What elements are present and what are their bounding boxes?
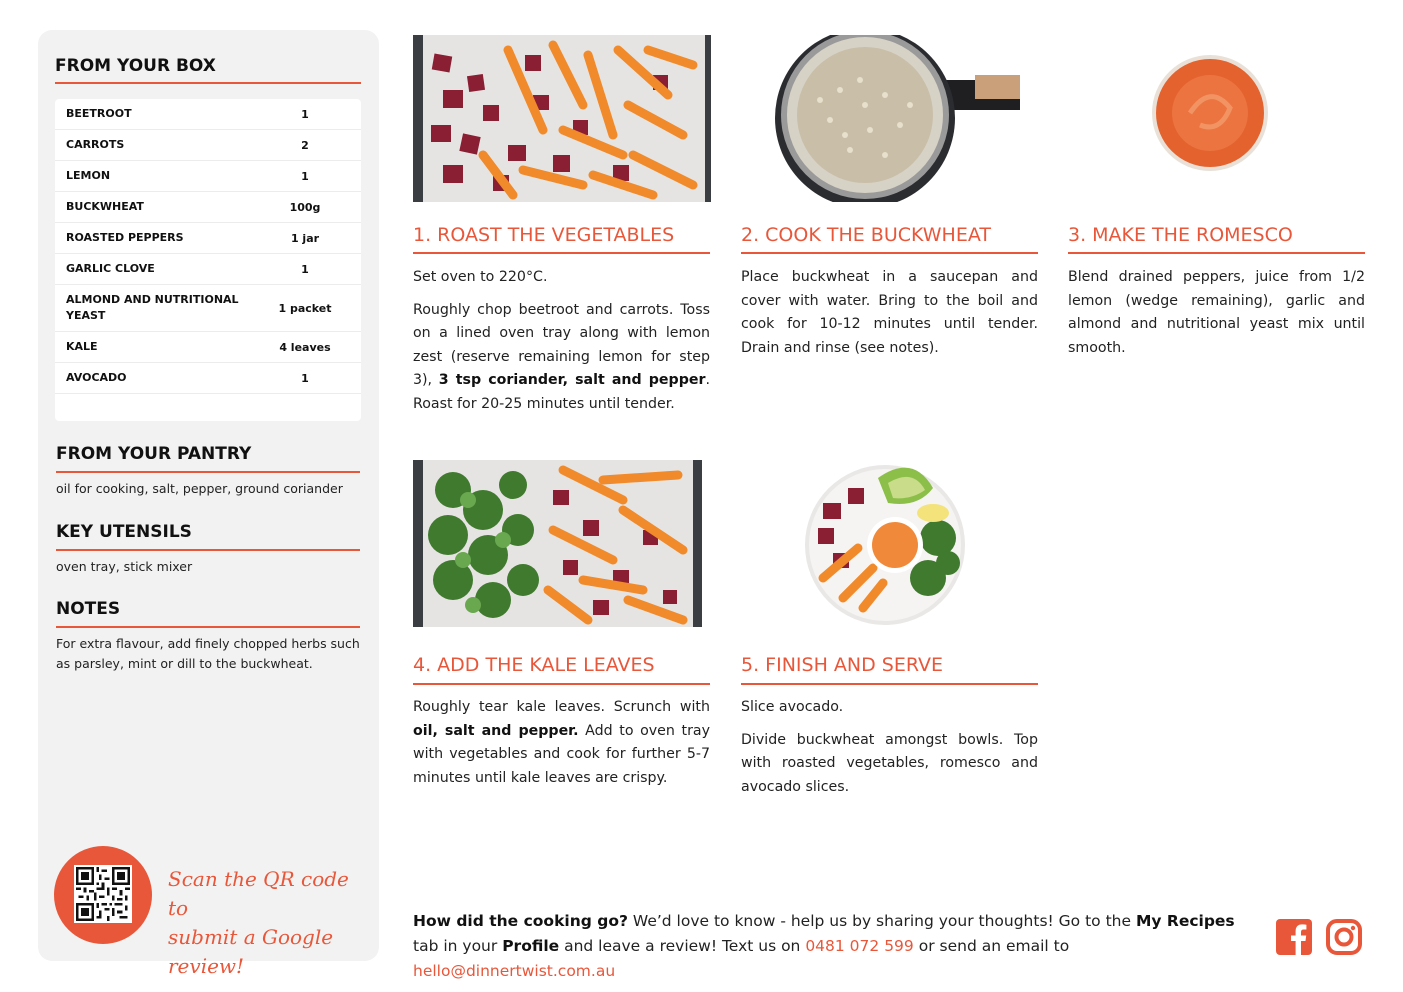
ingredient-name: KALE: [66, 340, 98, 353]
ingredient-name: ROASTED PEPPERS: [66, 231, 184, 244]
ingredient-qty: 100g: [289, 200, 321, 214]
qr-badge[interactable]: [54, 846, 152, 944]
my-recipes-link[interactable]: My Recipes: [1135, 912, 1235, 930]
step3-p1: Blend drained peppers, juice from 1/2 lemon (wedge remaining), garlic and almond and nutritional yeast mix until smooth.: [1068, 269, 1365, 356]
footer-text-4: or send an email to: [913, 937, 1070, 955]
box-title: FROM YOUR BOX: [55, 56, 216, 76]
ingredient-qty: 1 packet: [278, 301, 332, 315]
utensils-title: KEY UTENSILS: [56, 522, 192, 542]
ingredient-name: BEETROOT: [66, 107, 132, 120]
table-row: [55, 99, 361, 130]
step1-p2-text: Roughly chop beetroot and carrots. Toss on a lined oven tray along with lemon zest (reserve remaining lemon for step 3),: [413, 301, 710, 388]
step5-photo: [803, 458, 973, 628]
step1-title: 1. ROAST THE VEGETABLES: [413, 224, 675, 246]
review-footer: [413, 909, 1263, 984]
step4-p1: [413, 696, 710, 790]
footer-text-2: tab in your: [413, 937, 503, 955]
step4-title: 4. ADD THE KALE LEAVES: [413, 654, 655, 676]
table-row: [55, 161, 361, 192]
step2-title: 2. COOK THE BUCKWHEAT: [741, 224, 991, 246]
ingredient-qty: 4 leaves: [279, 340, 331, 354]
table-row: [55, 254, 361, 285]
qr-caption-line2: submit a Google review!: [168, 925, 334, 978]
notes-title: NOTES: [56, 599, 121, 619]
qr-caption-line1: Scan the QR code to: [168, 867, 349, 920]
step1-body: [413, 266, 710, 425]
step5-rule: [741, 683, 1038, 685]
step5-body: [741, 696, 1038, 808]
pantry-text: oil for cooking, salt, pepper, ground coriander: [56, 481, 343, 496]
ingredients-table: [55, 99, 361, 421]
step3-photo: [1150, 53, 1270, 173]
step2-photo: [770, 35, 1020, 202]
footer-text-1: We’d love to know - help us by sharing your thoughts! Go to the: [627, 912, 1136, 930]
step4-p1-text: Roughly tear kale leaves. Scrunch with: [413, 699, 710, 715]
step1-p2-text-end: . Roast for 20-25 minutes until tender.: [413, 372, 710, 412]
table-row: [55, 192, 361, 223]
step1-p1: Set oven to 220°C.: [413, 269, 548, 285]
box-title-rule: [55, 82, 361, 84]
pantry-rule: [56, 471, 360, 473]
facebook-icon[interactable]: [1275, 918, 1313, 956]
table-row: [55, 223, 361, 254]
table-row: [55, 332, 361, 363]
ingredient-name: CARROTS: [66, 138, 125, 151]
step5-p2: Divide buckwheat amongst bowls. Top with roasted vegetables, romesco and avocado slices.: [741, 731, 1038, 795]
step4-p1-bold: oil, salt and pepper.: [413, 722, 579, 739]
ingredient-qty: 1: [301, 107, 309, 121]
profile-link[interactable]: Profile: [502, 937, 560, 955]
step3-title: 3. MAKE THE ROMESCO: [1068, 224, 1293, 246]
ingredient-qty: 1: [301, 371, 309, 385]
qr-caption: [168, 865, 368, 981]
utensils-rule: [56, 549, 360, 551]
step2-body: [741, 266, 1038, 369]
step4-rule: [413, 683, 710, 685]
pantry-title: FROM YOUR PANTRY: [56, 444, 252, 464]
email-link[interactable]: hello@dinnertwist.com.au: [413, 962, 616, 980]
notes-rule: [56, 626, 360, 628]
table-row: [55, 363, 361, 394]
ingredient-name: GARLIC CLOVE: [66, 262, 155, 275]
utensils-text: oven tray, stick mixer: [56, 559, 193, 574]
ingredient-name: AVOCADO: [66, 371, 127, 384]
step1-p2: [413, 299, 710, 417]
table-row: [55, 285, 361, 332]
step4-photo: [413, 460, 702, 627]
ingredient-name: BUCKWHEAT: [66, 200, 144, 213]
step1-p2-bold: 3 tsp coriander, salt and pepper: [438, 372, 706, 388]
step3-rule: [1068, 252, 1365, 254]
step4-body: [413, 696, 710, 799]
notes-text: For extra flavour, add finely chopped herbs such as parsley, mint or dill to the buckwheat.: [56, 636, 360, 671]
step1-rule: [413, 252, 710, 254]
ingredient-name: LEMON: [66, 169, 111, 182]
instagram-icon[interactable]: [1325, 918, 1363, 956]
qr-code-icon[interactable]: [74, 865, 132, 923]
ingredient-qty: 1: [301, 262, 309, 276]
step1-photo: [413, 35, 711, 202]
footer-text-3: and leave a review! Text us on: [559, 937, 806, 955]
table-row: [55, 130, 361, 161]
ingredient-qty: 2: [301, 138, 309, 152]
step2-p1: Place buckwheat in a saucepan and cover with water. Bring to the boil and cook for 10-12 minutes until tender. Drain and rinse (see notes).: [741, 269, 1038, 356]
step5-p1: Slice avocado.: [741, 699, 844, 715]
ingredient-qty: 1 jar: [290, 231, 320, 245]
sidebar: [38, 30, 379, 978]
ingredient-name: ALMOND AND NUTRITIONAL YEAST: [66, 293, 239, 322]
phone-link[interactable]: 0481 072 599: [805, 937, 914, 955]
footer-question: How did the cooking go?: [413, 912, 628, 930]
ingredient-qty: 1: [301, 169, 309, 183]
step4-p1-text-end: Add to oven tray with vegetables and cook for further 5-7 minutes until kale leaves are crispy.: [413, 722, 710, 786]
step5-title: 5. FINISH AND SERVE: [741, 654, 944, 676]
step2-rule: [741, 252, 1038, 254]
step3-body: [1068, 266, 1365, 369]
